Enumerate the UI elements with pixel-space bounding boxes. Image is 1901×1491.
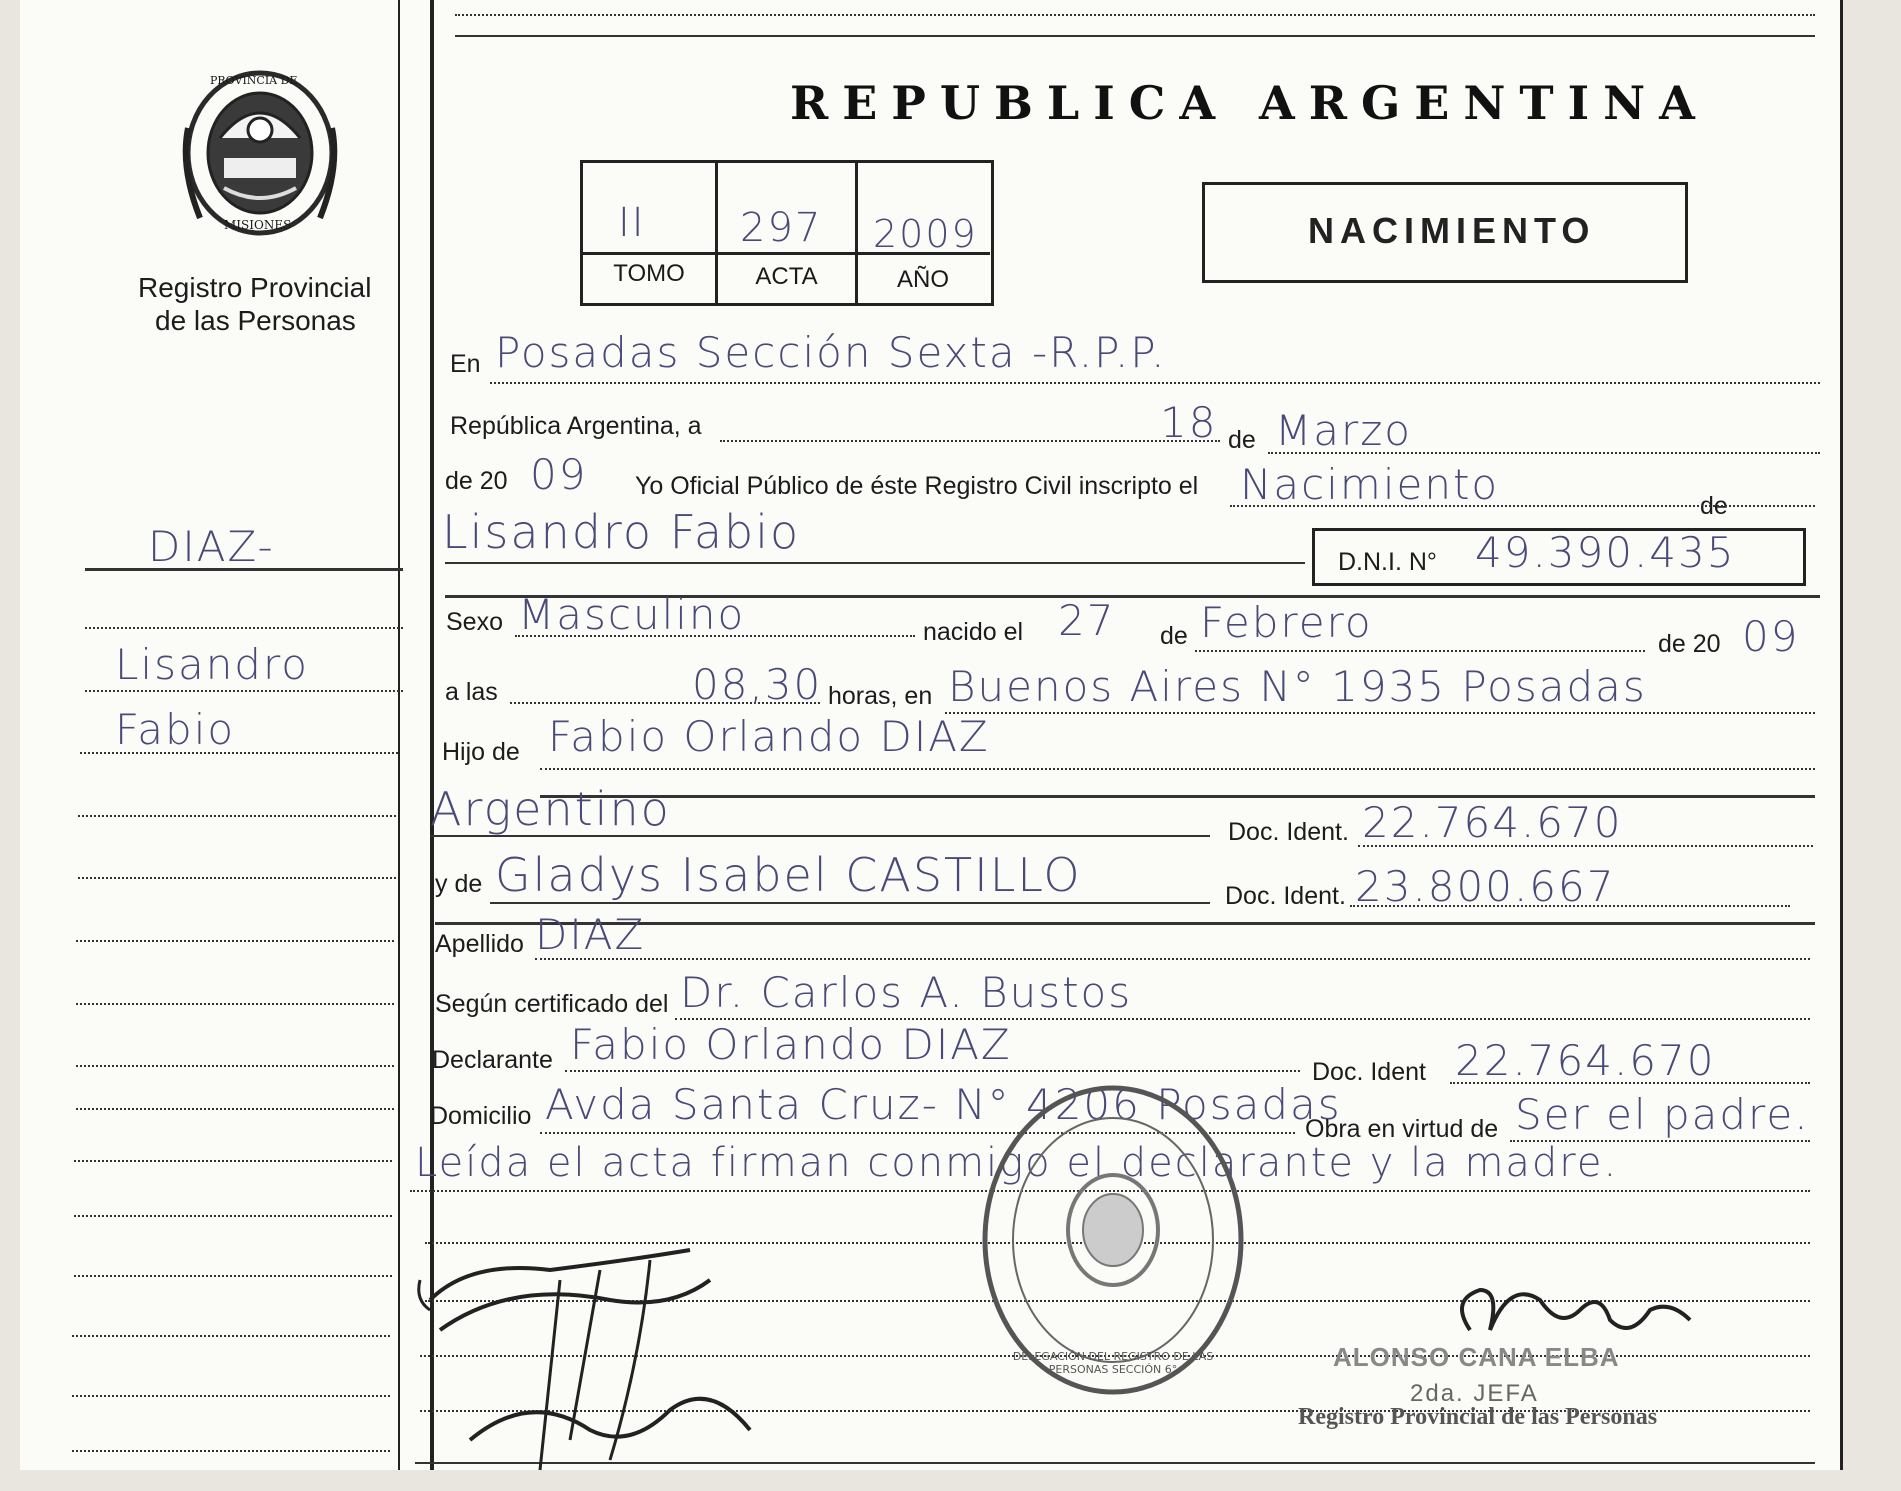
year-suffix: 09 — [530, 450, 588, 499]
label-nacido: nacido el — [923, 618, 1024, 646]
column-divider-inner — [398, 0, 400, 1470]
label-doc-father: Doc. Ident. — [1228, 818, 1349, 846]
domicilio: Avda Santa Cruz- N° 4206 Posadas — [545, 1080, 1342, 1129]
top-rule — [455, 35, 1815, 37]
father-name: Fabio Orlando DIAZ — [548, 712, 990, 761]
declarant-signature — [410, 1240, 790, 1480]
dni-value: 49.390.435 — [1475, 528, 1736, 577]
date-line — [720, 440, 1220, 442]
mother-line — [490, 902, 1210, 904]
mother-doc: 23.800.667 — [1355, 862, 1616, 911]
birth-year-suffix: 09 — [1742, 612, 1800, 661]
label-yde: y de — [435, 870, 483, 898]
official-name: ALONSO CANA ELBA — [1333, 1342, 1620, 1372]
father-doc: 22.764.670 — [1362, 798, 1623, 847]
declarante: Fabio Orlando DIAZ — [570, 1020, 1012, 1069]
agency-name-line2: de las Personas — [155, 305, 356, 336]
label-hijo: Hijo de — [442, 738, 520, 766]
margin-dotted — [76, 1108, 394, 1110]
anio-label: AÑO — [896, 266, 949, 293]
margin-dotted — [78, 877, 396, 879]
inscribed-line — [1230, 505, 1815, 507]
label-doc-mother: Doc. Ident. — [1225, 882, 1346, 910]
acta-value: 297 — [740, 205, 823, 251]
margin-dotted — [74, 1160, 392, 1162]
margin-dotted — [72, 1450, 390, 1452]
declarante-line — [565, 1070, 1300, 1072]
birth-day: 27 — [1058, 596, 1116, 645]
margin-dotted — [72, 1335, 390, 1337]
margin-rule — [85, 568, 403, 571]
official-office: Registro Provincial de las Personas — [1298, 1404, 1658, 1430]
margin-dotted — [78, 815, 396, 817]
label-sexo: Sexo — [446, 608, 503, 636]
label-republica: República Argentina, a — [450, 412, 702, 440]
margin-dotted — [80, 752, 398, 754]
label-horas: horas, en — [828, 682, 933, 710]
sexo-line — [515, 635, 915, 637]
stamp-circle-text: DELEGACIÓN DEL REGISTRO DE LAS PERSONAS SECCIÓN 6° — [1012, 1350, 1214, 1376]
father-line — [540, 768, 1815, 770]
birth-month-line — [1195, 650, 1645, 652]
label-declarante: Declarante — [432, 1046, 553, 1074]
obra: Ser el padre. — [1515, 1090, 1810, 1139]
registry-round-stamp — [978, 1080, 1248, 1400]
label-de20: de 20 — [445, 467, 508, 495]
margin-dotted — [76, 940, 394, 942]
hour: 08,30 — [692, 660, 823, 709]
label-de: de — [1228, 426, 1256, 454]
month-line — [1268, 452, 1820, 454]
nationality-line — [430, 835, 1210, 837]
declarante-doc: 22.764.670 — [1455, 1036, 1716, 1085]
label-official: Yo Oficial Público de éste Registro Civil inscripto el — [635, 472, 1199, 500]
margin-dotted — [76, 1003, 394, 1005]
father-doc-line — [1358, 845, 1813, 847]
day: 18 — [1160, 398, 1218, 447]
label-apellido: Apellido — [435, 930, 524, 958]
label-segun: Según certificado del — [435, 990, 669, 1018]
seal-bottom-text: MISIONES — [224, 218, 292, 232]
place-line — [490, 382, 1820, 384]
acta-label: ACTA — [755, 263, 818, 290]
record-inscribed: Nacimiento — [1240, 460, 1500, 509]
margin-given-2: Fabio — [115, 705, 236, 754]
label-doc-ident: Doc. Ident — [1312, 1058, 1426, 1086]
anio-value: 2009 — [873, 212, 978, 256]
closing-text: Leída el acta firman conmigo el declarante y la madre. — [415, 1140, 1619, 1186]
certificate: Dr. Carlos A. Bustos — [680, 968, 1133, 1017]
label-dni: D.N.I. N° — [1338, 548, 1437, 576]
month: Marzo — [1275, 406, 1412, 455]
margin-surname: DIAZ- — [148, 522, 275, 571]
record-type: NACIMIENTO — [1308, 210, 1596, 251]
child-name-line — [445, 562, 1305, 564]
seal-top-text: PROVINCIA DE — [210, 74, 298, 87]
birth-place: Buenos Aires N° 1935 Posadas — [948, 662, 1647, 711]
label-obra: Obra en virtud de — [1305, 1115, 1499, 1143]
tomo-value: II — [618, 200, 646, 246]
province-seal — [180, 68, 340, 243]
apellido: DIAZ — [535, 910, 646, 959]
father-rule — [540, 795, 1815, 798]
agency-name-line1: Registro Provincial — [138, 272, 372, 303]
margin-dotted — [74, 1215, 392, 1217]
official-role: 2da. JEFA — [1410, 1380, 1539, 1407]
margin-dotted — [85, 627, 403, 629]
declarante-doc-line — [1450, 1082, 1810, 1084]
label-alas: a las — [445, 678, 498, 706]
place: Posadas Sección Sexta -R.P.P. — [495, 328, 1167, 377]
tomo-label: TOMO — [613, 260, 685, 287]
margin-dotted — [72, 1395, 390, 1397]
label-birth-de20: de 20 — [1658, 630, 1721, 658]
child-name: Lisandro Fabio — [442, 505, 801, 559]
margin-dotted — [85, 690, 403, 692]
margin-dotted — [74, 1275, 392, 1277]
margin-given-1: Lisandro — [115, 640, 310, 689]
mother-name: Gladys Isabel CASTILLO — [495, 848, 1082, 902]
label-birth-de: de — [1160, 622, 1188, 650]
document-title: REPUBLICA ARGENTINA — [790, 76, 1709, 130]
mother-doc-line — [1350, 905, 1790, 907]
label-de-end: de — [1700, 492, 1728, 520]
birth-place-line — [945, 712, 1815, 714]
father-nationality: Argentino — [430, 782, 671, 836]
label-en: En — [450, 350, 481, 378]
apellido-line — [535, 958, 1810, 960]
top-dotted-rule — [455, 14, 1815, 16]
label-domicilio: Domicilio — [430, 1102, 532, 1130]
birth-month: Febrero — [1200, 598, 1373, 647]
sexo: Masculino — [518, 590, 746, 639]
margin-dotted — [76, 1065, 394, 1067]
